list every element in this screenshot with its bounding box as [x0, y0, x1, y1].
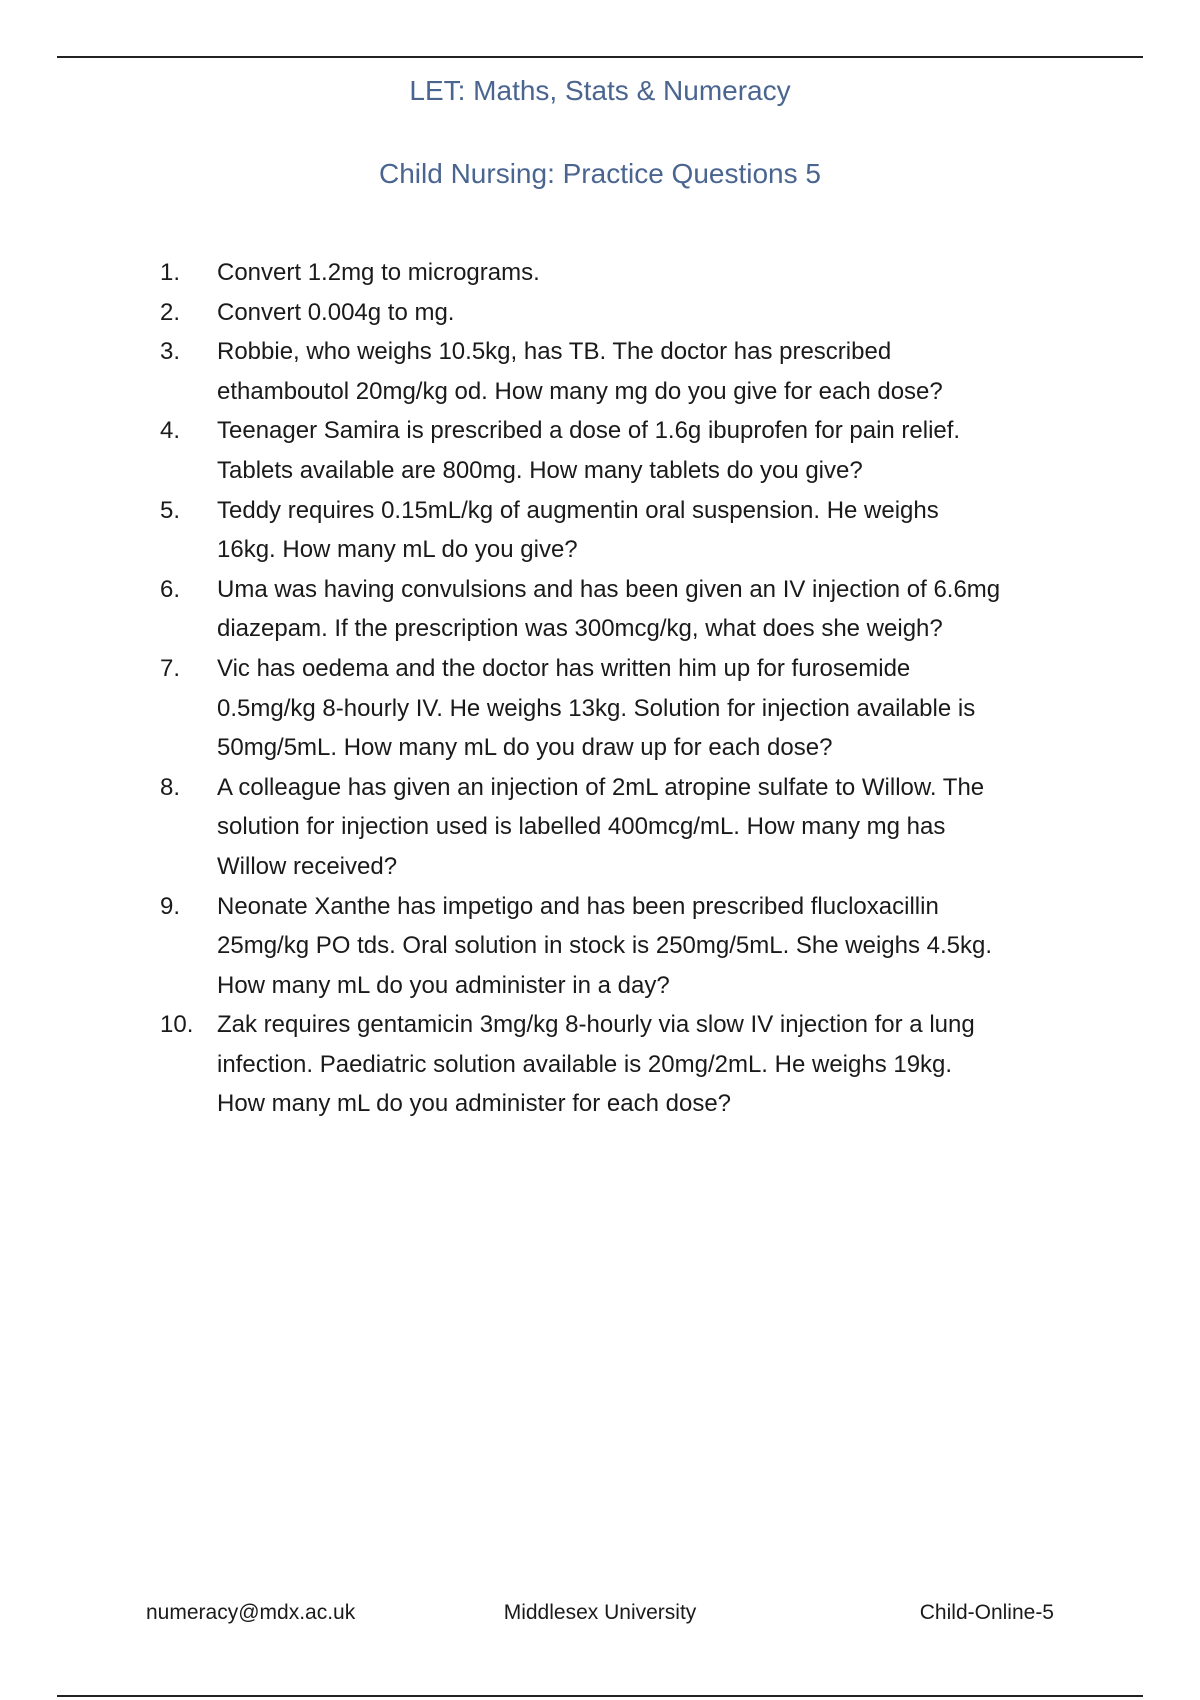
document-subtitle: Child Nursing: Practice Questions 5	[379, 158, 821, 189]
question-item	[160, 1005, 1060, 1124]
question-text-line: Teddy requires 0.15mL/kg of augmentin oral suspension. He weighs	[217, 496, 939, 524]
question-text-line: Convert 1.2mg to micrograms.	[217, 259, 540, 286]
question-item	[160, 253, 1060, 293]
question-item	[160, 491, 1060, 570]
footer-email: numeracy@mdx.ac.uk	[146, 1601, 356, 1624]
question-text-line: ethamboutol 20mg/kg od. How many mg do you give for each dose?	[217, 377, 943, 405]
top-rule	[57, 56, 1143, 58]
footer-document-code: Child-Online-5	[919, 1601, 1054, 1624]
question-text-line: Convert 0.004g to mg.	[217, 298, 455, 326]
question-text-line: Willow received?	[217, 852, 398, 880]
question-text-line: Vic has oedema and the doctor has written him up for furosemide	[217, 654, 911, 682]
question-number: 10.	[160, 1011, 194, 1039]
question-text-line: A colleague has given an injection of 2mL atropine sulfate to Willow. The	[217, 773, 985, 801]
question-text-line: Tablets available are 800mg. How many tablets do you give?	[217, 456, 863, 484]
question-item	[160, 570, 1060, 649]
question-number: 3.	[160, 338, 181, 366]
question-text-line: 0.5mg/kg 8-hourly IV. He weighs 13kg. Solution for injection available is	[217, 694, 976, 722]
question-text-line: solution for injection used is labelled 400mcg/mL. How many mg has	[217, 813, 946, 841]
question-text-line: 50mg/5mL. How many mL do you draw up for each dose?	[217, 734, 833, 762]
question-number: 2.	[160, 298, 181, 326]
question-list	[160, 253, 1060, 1124]
question-item	[160, 768, 1060, 887]
question-number: 6.	[160, 575, 181, 603]
question-text-line: How many mL do you administer for each dose?	[217, 1090, 732, 1118]
question-text-line: How many mL do you administer in a day?	[217, 971, 670, 999]
question-text-line: infection. Paediatric solution available is 20mg/2mL. He weighs 19kg.	[217, 1050, 953, 1078]
question-number: 8.	[160, 773, 181, 801]
question-number: 1.	[160, 259, 181, 286]
bottom-rule	[57, 1695, 1143, 1697]
question-text-line: Neonate Xanthe has impetigo and has been prescribed flucloxacillin	[217, 892, 939, 920]
question-text-line: Teenager Samira is prescribed a dose of 1.6g ibuprofen for pain relief.	[217, 417, 961, 445]
question-item	[160, 411, 1060, 490]
question-item	[160, 293, 1060, 333]
question-number: 7.	[160, 654, 181, 682]
question-text-line: Uma was having convulsions and has been given an IV injection of 6.6mg	[217, 575, 1001, 603]
question-number: 5.	[160, 496, 181, 524]
question-text-line: diazepam. If the prescription was 300mcg/kg, what does she weigh?	[217, 615, 943, 643]
question-number: 4.	[160, 417, 181, 445]
question-text-line: 16kg. How many mL do you give?	[217, 536, 578, 564]
header-title: LET: Maths, Stats & Numeracy	[409, 75, 791, 106]
question-text-line: Zak requires gentamicin 3mg/kg 8-hourly via slow IV injection for a lung	[217, 1011, 975, 1039]
footer-institution: Middlesex University	[503, 1601, 697, 1624]
question-number: 9.	[160, 892, 181, 920]
question-text-line: 25mg/kg PO tds. Oral solution in stock is 250mg/5mL. She weighs 4.5kg.	[217, 932, 993, 960]
question-item	[160, 332, 1060, 411]
question-text-line: Robbie, who weighs 10.5kg, has TB. The doctor has prescribed	[217, 338, 892, 366]
question-item	[160, 887, 1060, 1006]
question-item	[160, 649, 1060, 768]
